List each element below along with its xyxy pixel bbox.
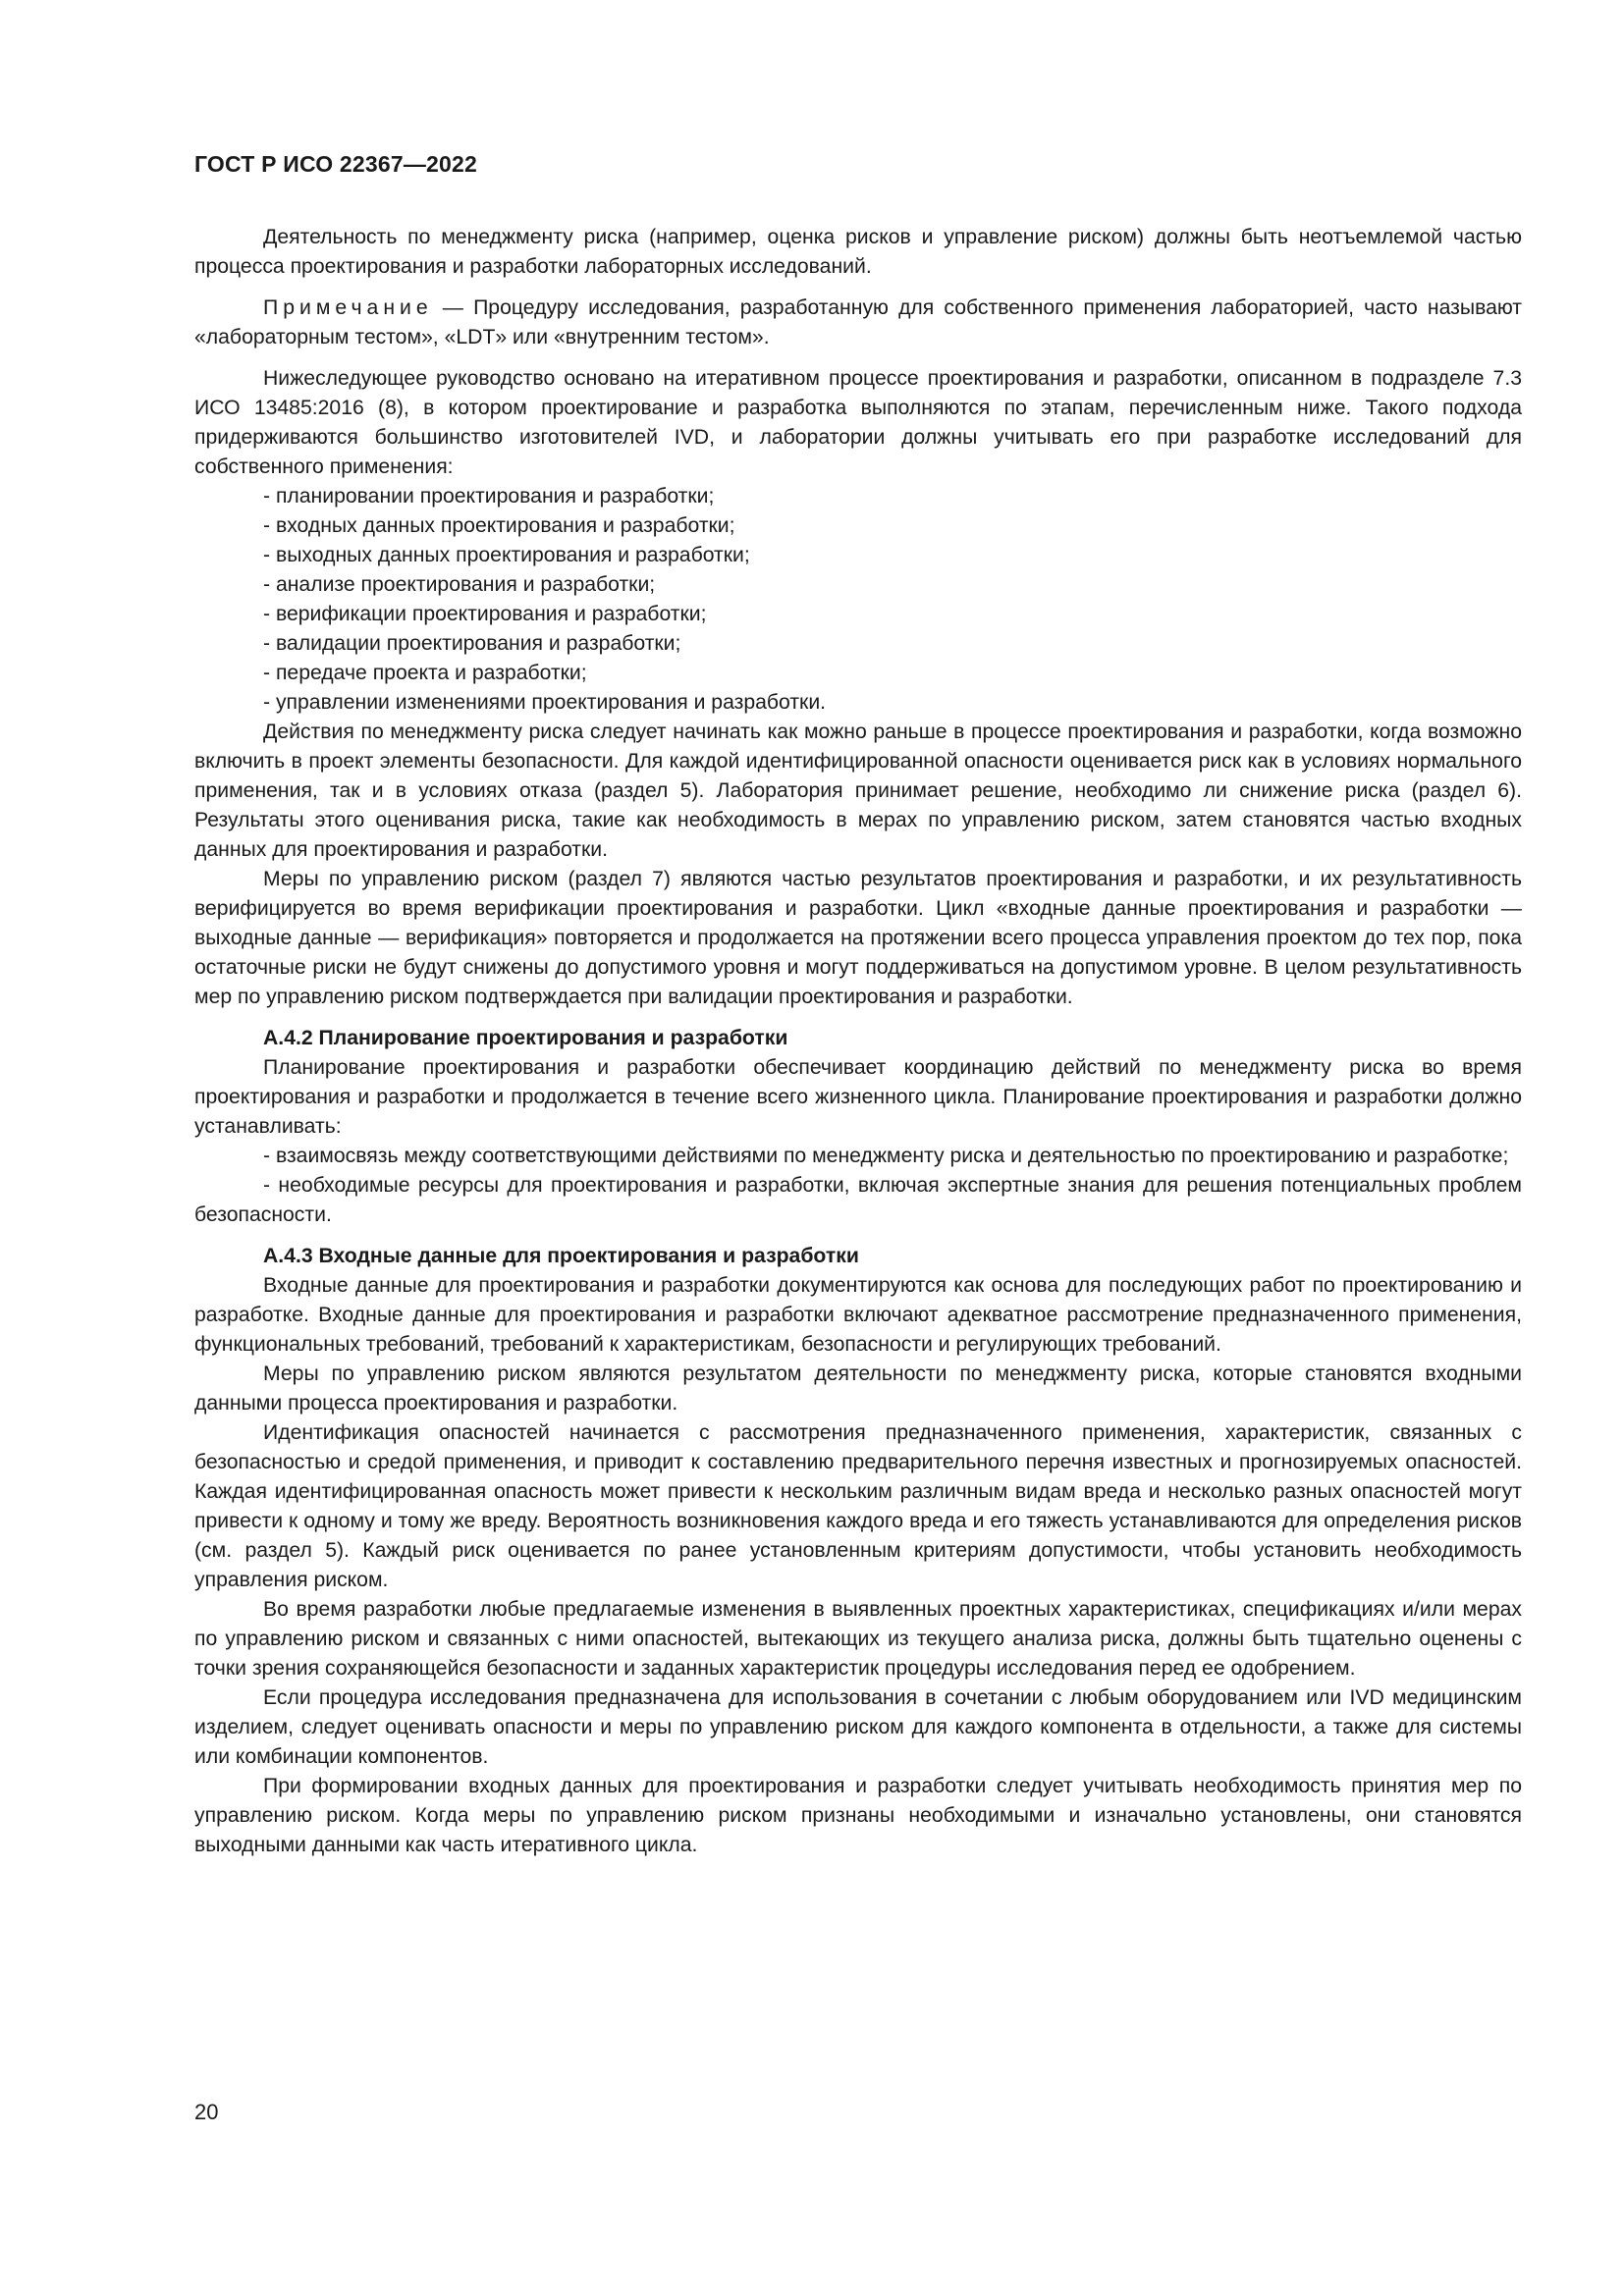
list-item: - планировании проектирования и разработки; [263,485,715,507]
note-paragraph [194,294,1522,352]
a42-list [194,1142,1522,1230]
note-text: — Процедуру исследования, разработанную для собственного применения лабораторией, часто называют «лабораторным тестом», «LDT» или «внутренним тестом». [194,296,1522,348]
a43-paragraph-4: Во время разработки любые предлагаемые изменения в выявленных проектных характеристиках, спецификациях и/или мерах по управлению риском и связанных с ними опасностей, вытекающих из текущего анализа риска, должны быть тщательно оценены с точки зрения сохраняющейся безопасности и заданных характеристик процедуры исследования перед ее одобрением. [194,1598,1522,1680]
list-item: - верификации проектирования и разработки; [263,603,707,625]
list-item: - управлении изменениями проектирования и разработки. [263,691,827,714]
section-heading-a42: А.4.2 Планирование проектирования и разработки [263,1027,788,1049]
intro-paragraph-4: Меры по управлению риском (раздел 7) являются частью результатов проектирования и разработки, и их результативность верифицируется во время верификации проектирования и разработки. Цикл «входные данные проектирования и разработки — выходные данные — верификация» повторяется и продолжается на протяжении всего процесса управления проектом до тех пор, пока остаточные риски не будут снижены до допустимого уровня и могут поддерживаться на допустимом уровне. В целом результативность мер по управлению риском подтверждается при валидации проектирования и разработки. [194,868,1522,1008]
document-header: ГОСТ Р ИСО 22367—2022 [194,151,478,177]
intro-paragraph-2: Нижеследующее руководство основано на итеративном процессе проектирования и разработки, описанном в подразделе 7.3 ИСО 13485:2016 (8), в котором проектирование и разработка выполняются по этапам, перечисленным ниже. Такого подхода придерживаются большинство изготовителей IVD, и лаборатории должны учитывать его при разработке исследований для собственного применения: [194,367,1522,478]
intro-paragraph-3: Действия по менеджменту риска следует начинать как можно раньше в процессе проектирования и разработки, когда возможно включить в проект элементы безопасности. Для каждой идентифицированной опасности оценивается риск как в условиях нормального применения, так и в условиях отказа (раздел 5). Лаборатория принимает решение, необходимо ли снижение риска (раздел 6). Результаты этого оценивания риска, такие как необходимость в мерах по управлению риском, затем становятся частью входных данных для проектирования и разработки. [194,721,1522,861]
a43-paragraph-1: Входные данные для проектирования и разработки документируются как основа для последующих работ по проектированию и разработке. Входные данные для проектирования и разработки включают адекватное рассмотрение предназначенного применения, функциональных требований, требований к характеристикам, безопасности и регулирующих требований. [194,1274,1522,1356]
a43-paragraph-2: Меры по управлению риском являются результатом деятельности по менеджменту риска, которые становятся входными данными процесса проектирования и разработки. [194,1362,1522,1415]
list-item: - валидации проектирования и разработки; [263,632,681,655]
a43-paragraph-3: Идентификация опасностей начинается с рассмотрения предназначенного применения, характеристик, связанных с безопасностью и средой применения, и приводит к составлению предварительного перечня известных и прогнозируемых опасностей. Каждая идентифицированная опасность может привести к нескольким различным видам вреда и несколько разных опасностей могут привести к одному и тому же вреду. Вероятность возникновения каждого вреда и его тяжесть устанавливаются для определения рисков (см. раздел 5). Каждый риск оценивается по ранее установленным критериям допустимости, чтобы установить необходимость управления риском. [194,1421,1522,1591]
list-item: - передаче проекта и разработки; [263,662,587,684]
list-item: - входных данных проектирования и разработки; [263,514,735,537]
note-label: Примечание [263,296,433,319]
list-item: - необходимые ресурсы для проектирования и разработки, включая экспертные знания для решения потенциальных проблем безопасности. [194,1174,1522,1226]
list-item: - анализе проектирования и разработки; [263,573,656,596]
a43-paragraph-6: При формировании входных данных для проектирования и разработки следует учитывать необходимость принятия мер по управлению риском. Когда меры по управлению риском признаны необходимыми и изначально установлены, они становятся выходными данными как часть итеративного цикла. [194,1775,1522,1856]
section-heading-a43: А.4.3 Входные данные для проектирования и разработки [263,1245,859,1267]
a43-paragraph-5: Если процедура исследования предназначена для использования в сочетании с любым оборудованием или IVD медицинским изделием, следует оценивать опасности и меры по управлению риском для каждого компонента в отдельности, а также для системы или комбинации компонентов. [194,1686,1522,1768]
list-item: - взаимосвязь между соответствующими действиями по менеджменту риска и деятельностью по проектированию и разработке; [263,1145,1509,1167]
page-number: 20 [194,2100,219,2124]
page-content [194,223,1522,1860]
stages-list [194,482,1522,718]
intro-paragraph-1: Деятельность по менеджменту риска (например, оценка рисков и управление риском) должны быть неотъемлемой частью процесса проектирования и разработки лабораторных исследований. [194,226,1522,278]
list-item: - выходных данных проектирования и разработки; [263,544,750,566]
a42-paragraph-1: Планирование проектирования и разработки обеспечивает координацию действий по менеджменту риска во время проектирования и разработки и продолжается в течение всего жизненного цикла. Планирование проектирования и разработки должно устанавливать: [194,1056,1522,1138]
